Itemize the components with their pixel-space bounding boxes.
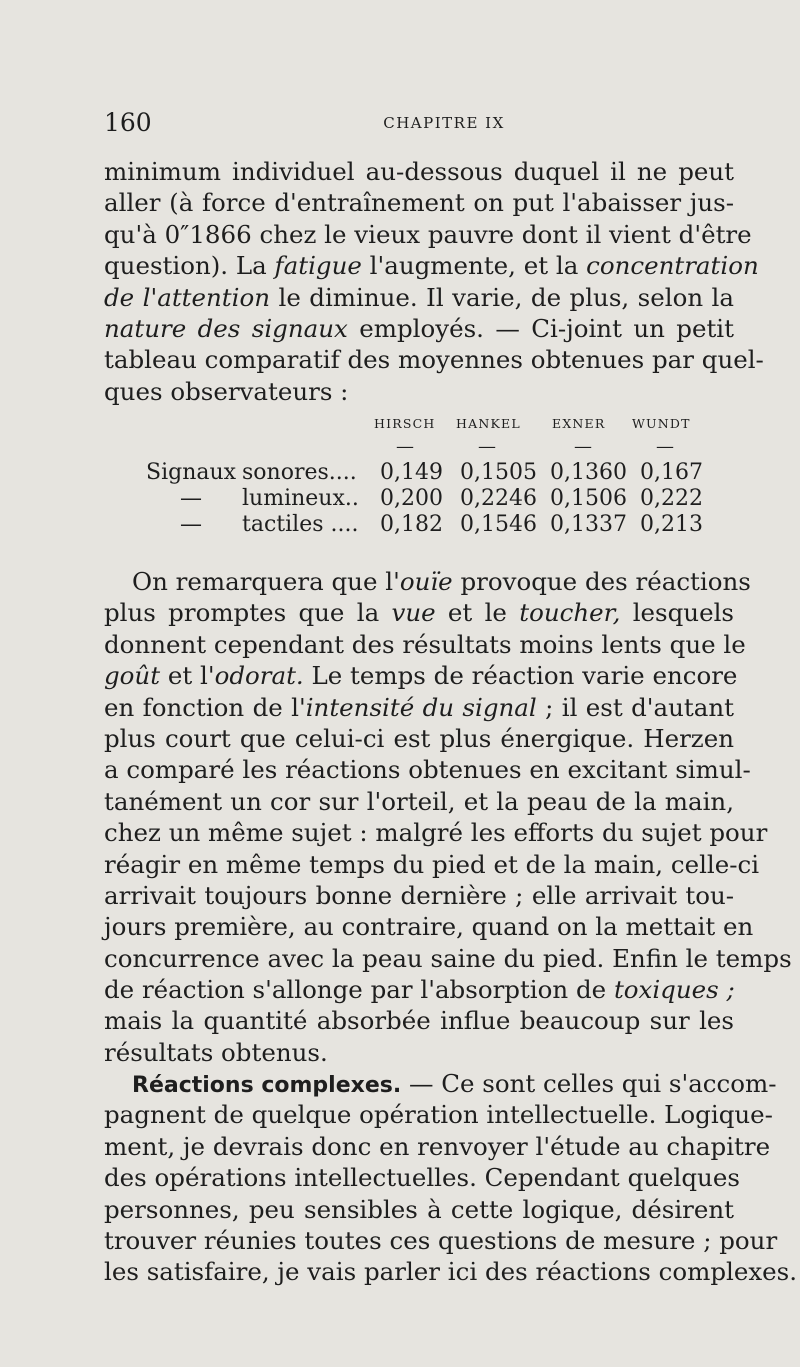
emphasis: de l'attention	[104, 282, 271, 312]
table-header	[104, 412, 734, 436]
text-line: trouver réunies toutes ces questions de mesure ; pour	[104, 1225, 778, 1255]
text-line: de l'attention le diminue. Il varie, de plus, selon la	[104, 282, 735, 312]
text-line: minimum individuel au-dessous duquel il ne peut	[104, 157, 734, 186]
column-header-exner: EXNER	[552, 416, 606, 431]
table-row	[104, 512, 734, 538]
table-cell: 0,149	[380, 460, 443, 485]
table-cell: 0,1360	[550, 460, 627, 485]
emphasis: toxiques ;	[613, 975, 735, 1005]
text-line: les satisfaire, je vais parler ici des réactions complexes.	[104, 1257, 798, 1287]
section-heading: Réactions complexes.	[132, 1073, 402, 1098]
text-line: chez un même sujet : malgré les efforts du sujet pour	[104, 818, 768, 848]
text-line: tableau comparatif des moyennes obtenues par quel-	[104, 345, 764, 375]
emphasis: nature des signaux	[104, 313, 348, 343]
table-cell: 0,167	[640, 460, 703, 485]
paragraph-3	[104, 1068, 798, 1288]
text-line: Réactions complexes. — Ce sont celles qui s'accom-	[132, 1069, 777, 1098]
text-line: tanément un cor sur l'orteil, et la peau de la main,	[104, 786, 734, 816]
text-line: plus court que celui-ci est plus énergique. Herzen	[104, 723, 734, 753]
text-line: ment, je devrais donc en renvoyer l'étude au chapitre	[104, 1131, 771, 1161]
table-cell: 0,1505	[460, 460, 537, 485]
text-line: de réaction s'allonge par l'absorption de toxiques ;	[104, 975, 735, 1005]
table-cell: 0,182	[380, 512, 443, 537]
table-cell: 0,222	[640, 486, 703, 511]
text-line: plus promptes que la vue et le toucher, lesquels	[104, 598, 734, 628]
text-line: personnes, peu sensibles à cette logique, désirent	[104, 1194, 734, 1224]
text-line: pagnent de quelque opération intellectuelle. Logique-	[104, 1100, 773, 1130]
text-line: en fonction de l'intensité du signal ; il est d'autant	[104, 692, 734, 722]
text-line: résultats obtenus.	[104, 1037, 328, 1067]
row-label: lumineux..	[242, 486, 359, 511]
page-header	[104, 108, 734, 140]
table-cell: 0,200	[380, 486, 443, 511]
column-header-wundt: WUNDT	[632, 416, 691, 431]
text-line: donnent cependant des résultats moins lents que le	[104, 629, 746, 659]
text-line: des opérations intellectuelles. Cependant quelques	[104, 1163, 740, 1193]
paragraph-2	[104, 566, 792, 1068]
text-line: ques observateurs :	[104, 376, 349, 406]
row-label: sonores....	[242, 460, 357, 485]
text-line: nature des signaux employés. — Ci-joint un petit	[104, 313, 734, 343]
table-cell: 0,1337	[550, 512, 627, 537]
emphasis: concentration	[586, 251, 759, 281]
row-label: tactiles ....	[242, 512, 359, 537]
text-line: concurrence avec la peau saine du pied. Enfin le temps	[104, 943, 792, 973]
header-rule: — — — —	[396, 436, 674, 457]
text-line: réagir en même temps du pied et de la main, celle-ci	[104, 849, 760, 879]
table-row	[104, 486, 734, 512]
table-row	[104, 460, 734, 486]
column-header-hirsch: HIRSCH	[374, 416, 436, 431]
table-cell: 0,1506	[550, 486, 627, 511]
emphasis: intensité du signal	[305, 692, 537, 722]
text-line: jours première, au contraire, quand on la mettait en	[104, 912, 754, 942]
column-header-hankel: HANKEL	[456, 416, 521, 431]
text-line: qu'à 0″1866 chez le vieux pauvre dont il vient d'être	[104, 219, 752, 249]
text-line: aller (à force d'entraînement on put l'abaisser jus-	[104, 188, 734, 218]
emphasis: toucher,	[519, 598, 621, 628]
text-line: question). La fatigue l'augmente, et la concentration	[104, 251, 759, 281]
emphasis: goût	[104, 661, 161, 691]
running-head: CHAPITRE IX	[383, 114, 505, 132]
page-number: 160	[104, 108, 152, 137]
table-cell: 0,213	[640, 512, 703, 537]
paragraph-1	[104, 156, 764, 407]
text-line: mais la quantité absorbée influe beaucoup sur les	[104, 1006, 734, 1036]
row-label: —	[180, 486, 202, 511]
text-line: a comparé les réactions obtenues en excitant simul-	[104, 755, 751, 785]
comparison-table	[104, 412, 734, 538]
row-label: Signaux	[146, 460, 237, 485]
emphasis: ouïe	[399, 567, 453, 596]
text-line: On remarquera que l'ouïe provoque des réactions	[132, 567, 751, 596]
text-line: goût et l'odorat. Le temps de réaction varie encore	[104, 661, 738, 691]
emphasis: fatigue	[274, 251, 362, 281]
emphasis: vue	[391, 598, 436, 628]
text-line: arrivait toujours bonne dernière ; elle arrivait tou-	[104, 880, 734, 910]
row-label: —	[180, 512, 202, 537]
table-cell: 0,1546	[460, 512, 537, 537]
table-cell: 0,2246	[460, 486, 537, 511]
emphasis: odorat.	[214, 661, 304, 691]
